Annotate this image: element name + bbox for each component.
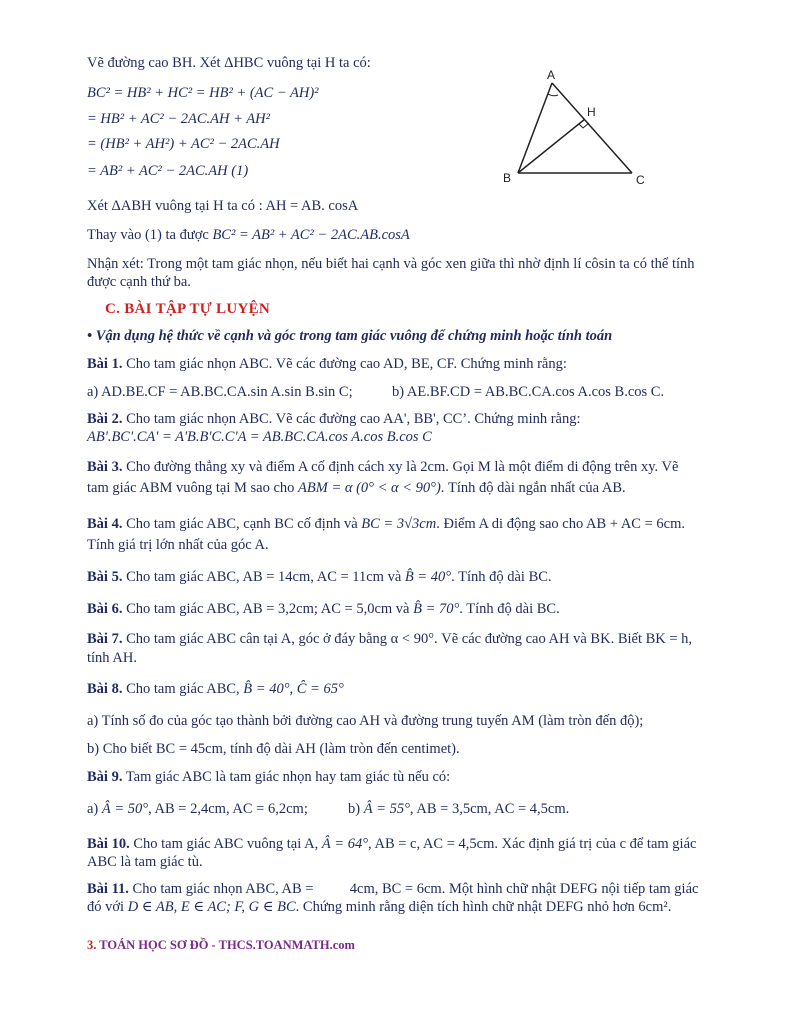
exercise-5 <box>87 568 552 586</box>
intro-line: Xét ΔABH vuông tại H ta có : AH = AB. cosA <box>87 198 359 214</box>
exercise-text: Cho tam giác ABC, <box>122 681 240 697</box>
exercise-title: Bài 5. <box>87 569 123 585</box>
intro-text: Thay vào (1) ta được <box>87 227 209 243</box>
page-number: 3 <box>87 938 94 952</box>
formula: B̂ = 40°, Ĉ = 65° <box>243 681 344 697</box>
exercise-text: , AB = 2,4cm, AC = 6,2cm; <box>148 801 308 817</box>
intro-line: Vẽ đường cao BH. Xét ΔHBC vuông tại H ta có: <box>87 55 371 71</box>
formula: D ∈ AB, E ∈ AC; F, G ∈ BC <box>127 899 296 915</box>
exercise-8b: b) Cho biết BC = 45cm, tính độ dài AH (làm tròn đến centimet). <box>87 741 460 757</box>
exercise-text: Cho tam giác nhọn ABC, AB = 4cm, BC = 6cm. Một hình chữ nhật DEFG nội tiếp tam giác <box>128 881 699 897</box>
exercise-title: Bài 8. <box>87 681 123 697</box>
exercise-1 <box>87 355 567 373</box>
exercise-title: Bài 11. <box>87 881 129 897</box>
point-label-h: H <box>587 105 596 119</box>
formula: Â = 64° <box>321 836 369 852</box>
equation-3: = (HB² + AH²) + AC² − 2AC.AH <box>87 136 280 152</box>
intro-line <box>87 226 410 244</box>
formula: B̂ = 40° <box>404 569 452 585</box>
exercise-text: Tam giác ABC là tam giác nhọn hay tam giác tù nếu có: <box>122 769 451 785</box>
exercise-10-line2: ABC là tam giác tù. <box>87 854 203 870</box>
exercise-text: đó với <box>87 899 125 915</box>
exercise-6 <box>87 600 560 618</box>
exercise-4-line2: Tính giá trị lớn nhất của góc A. <box>87 537 269 553</box>
exercise-3 <box>87 458 678 476</box>
equation-1: BC² = HB² + HC² = HB² + (AC − AH)² <box>87 85 319 101</box>
exercise-title: Bài 4. <box>87 516 123 532</box>
section-heading: C. BÀI TẬP TỰ LUYỆN <box>105 301 271 317</box>
formula: B̂ = 70° <box>413 601 460 617</box>
exercise-text: Cho tam giác ABC vuông tại A, <box>129 836 319 852</box>
vertex-label-a: A <box>547 68 556 82</box>
exercise-11-line2 <box>87 898 671 916</box>
exercise-text: Cho tam giác nhọn ABC. Vẽ các đường cao AD, BE, CF. Chứng minh rằng: <box>122 356 567 372</box>
exercise-1b: b) AE.BF.CD = AB.BC.CA.cos A.cos B.cos C. <box>392 384 665 400</box>
exercise-text: . Điểm A di động sao cho AB + AC = 6cm. <box>436 516 685 532</box>
section-bullet: • Vận dụng hệ thức về cạnh và góc trong tam giác vuông để chứng minh hoặc tính toán <box>87 328 613 344</box>
exercise-2-formula: AB'.BC'.CA' = A'B.B'C.C'A = AB.BC.CA.cos A.cos B.cos C <box>87 429 432 445</box>
exercise-text: . Tính độ dài BC. <box>459 601 560 617</box>
exercise-1a: a) AD.BE.CF = AB.BC.CA.sin A.sin B.sin C; <box>87 384 353 400</box>
exercise-text: . Tính độ dài ngắn nhất của AB. <box>440 480 626 496</box>
exercise-11 <box>87 880 698 898</box>
exercise-text: tam giác ABM vuông tại M sao cho <box>87 480 295 496</box>
exercise-text: , AB = c, AC = 4,5cm. Xác định giá trị của c để tam giác <box>368 836 697 852</box>
exercise-9a <box>87 800 308 818</box>
page-footer <box>87 938 355 953</box>
exercise-text: Cho tam giác nhọn ABC. Vẽ các đường cao AA', BB', CC’. Chứng minh rằng: <box>122 411 581 427</box>
exercise-title: Bài 1. <box>87 356 123 372</box>
formula: BC² = AB² + AC² − 2AC.AB.cosA <box>212 227 410 243</box>
formula: BC = 3√3cm <box>361 516 437 532</box>
exercise-8a: a) Tính số đo của góc tạo thành bởi đường cao AH và đường trung tuyến AM (làm tròn đến độ); <box>87 713 644 729</box>
vertex-label-b: B <box>503 171 512 185</box>
formula: Â = 55° <box>363 801 410 817</box>
exercise-9b <box>348 800 569 818</box>
exercise-text: Cho tam giác ABC, cạnh BC cố định và <box>122 516 358 532</box>
exercise-9 <box>87 768 450 786</box>
exercise-text: Cho tam giác ABC cân tại A, góc ở đáy bằng α < 90°. Vẽ các đường cao AH và BK. Biết BK = h, <box>122 631 693 647</box>
exercise-7 <box>87 630 692 648</box>
option-label: a) <box>87 801 99 817</box>
exercise-title: Bài 9. <box>87 769 123 785</box>
formula: ABM = α (0° < α < 90°) <box>298 480 441 496</box>
exercise-2 <box>87 410 581 428</box>
exercise-text: Cho tam giác ABC, AB = 14cm, AC = 11cm và <box>122 569 402 585</box>
equation-2: = HB² + AC² − 2AC.AH + AH² <box>87 111 270 127</box>
option-label: b) <box>348 801 361 817</box>
remark-line: được cạnh thứ ba. <box>87 274 191 290</box>
exercise-title: Bài 6. <box>87 601 123 617</box>
exercise-title: Bài 10. <box>87 836 130 852</box>
exercise-text: . Chứng minh rằng diện tích hình chữ nhật DEFG nhỏ hơn 6cm². <box>295 899 672 915</box>
footer-text: . TOÁN HỌC SƠ ĐỒ - THCS.TOANMATH.com <box>93 938 355 952</box>
triangle-figure <box>495 66 665 188</box>
formula: Â = 50° <box>101 801 149 817</box>
exercise-10 <box>87 835 696 853</box>
remark-line: Nhận xét: Trong một tam giác nhọn, nếu biết hai cạnh và góc xen giữa thì nhờ định lí côsin ta có thể tính <box>87 256 695 272</box>
exercise-text: Cho tam giác ABC, AB = 3,2cm; AC = 5,0cm và <box>122 601 410 617</box>
vertex-label-c: C <box>636 173 645 187</box>
exercise-text: , AB = 3,5cm, AC = 4,5cm. <box>409 801 570 817</box>
exercise-3-line2 <box>87 479 626 497</box>
exercise-title: Bài 7. <box>87 631 123 647</box>
exercise-7-line2: tính AH. <box>87 650 137 666</box>
exercise-text: Cho đường thẳng xy và điểm A cố định cách xy là 2cm. Gọi M là một điểm di động trên xy. Vẽ <box>122 459 679 475</box>
exercise-4 <box>87 515 685 533</box>
equation-4: = AB² + AC² − 2AC.AH (1) <box>87 163 249 179</box>
exercise-text: . Tính độ dài BC. <box>451 569 552 585</box>
exercise-title: Bài 3. <box>87 459 123 475</box>
exercise-8 <box>87 680 344 698</box>
exercise-title: Bài 2. <box>87 411 123 427</box>
